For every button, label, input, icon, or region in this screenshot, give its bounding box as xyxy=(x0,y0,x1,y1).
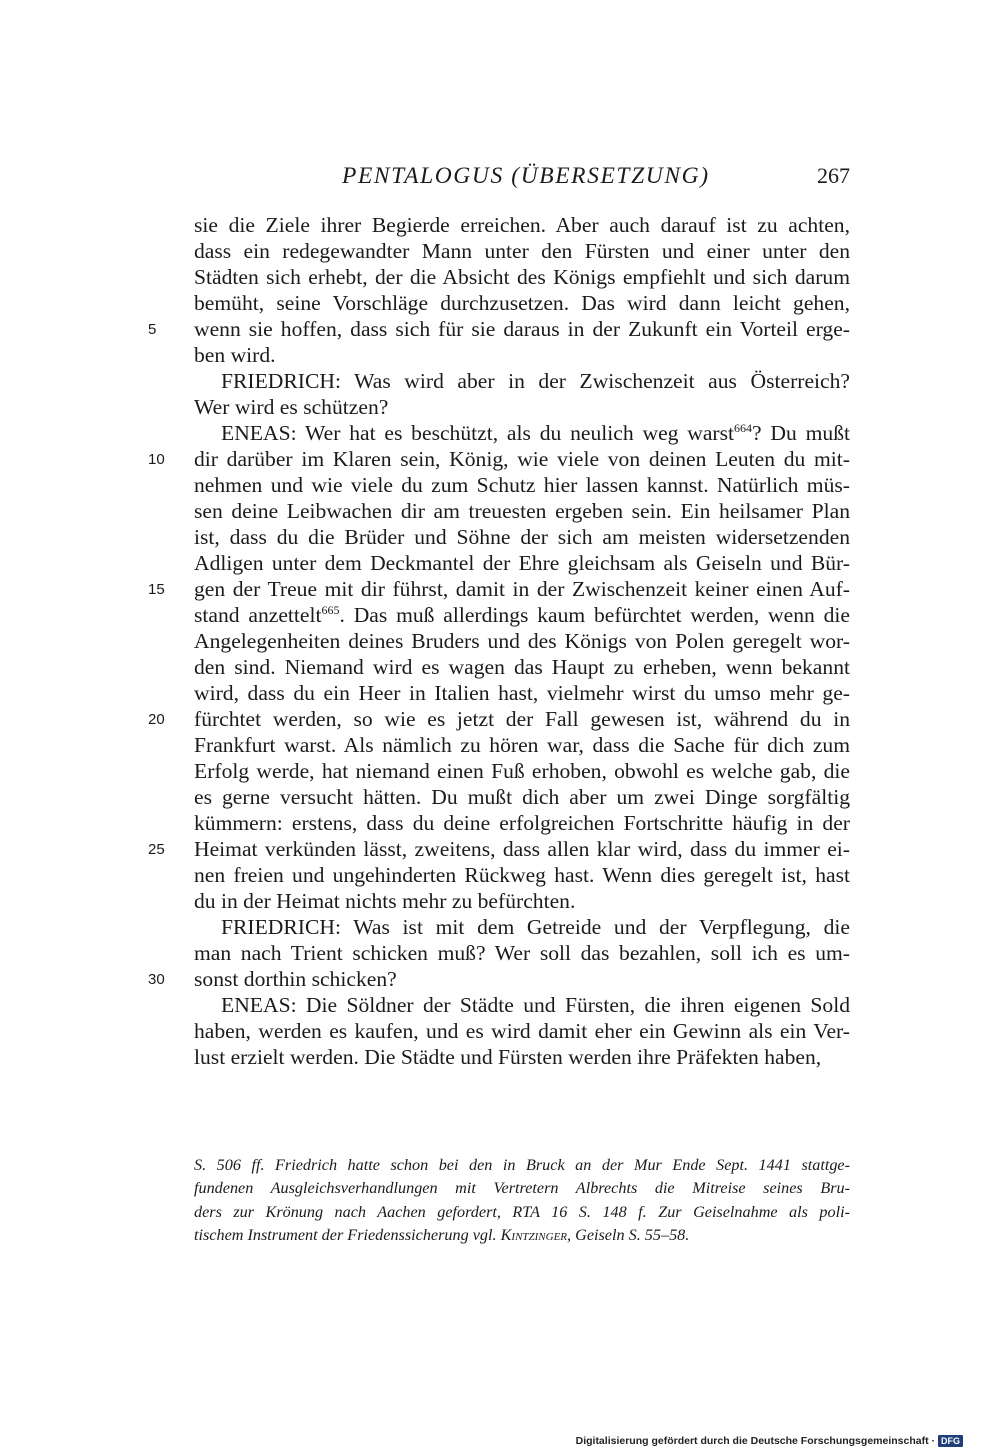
running-title: PENTALOGUS (ÜBERSETZUNG) xyxy=(342,163,710,189)
text-line xyxy=(148,316,850,342)
funding-note xyxy=(576,1435,963,1447)
footnote-text: , Geiseln S. 55–58. xyxy=(567,1226,690,1245)
line-text: wird, dass du ein Heer in Italien hast, vielmehr wirst du umso mehr ge- xyxy=(194,681,850,705)
line-number: 15 xyxy=(148,581,165,598)
line-text: bemüht, seine Vorschläge durchzusetzen. Das wird dann leicht gehen, xyxy=(194,291,850,315)
text-line xyxy=(194,992,850,1018)
line-text: Städten sich erhebt, der die Absicht des Königs empfiehlt und sich darum xyxy=(194,265,850,289)
text-line xyxy=(194,550,850,576)
text-line xyxy=(148,836,850,862)
text-line xyxy=(194,680,850,706)
text-line xyxy=(194,498,850,524)
footnote-author: Kintzinger xyxy=(500,1226,568,1245)
line-text: Angelegenheiten deines Bruders und des Königs von Polen geregelt wor- xyxy=(194,629,850,653)
line-text: den sind. Niemand wird es wagen das Haupt zu erheben, wenn bekannt xyxy=(194,655,850,679)
line-text: man nach Trient schicken muß? Wer soll das bezahlen, soll ich es um- xyxy=(194,941,850,965)
dfg-logo: DFG xyxy=(938,1435,963,1447)
text-line xyxy=(194,212,850,238)
line-text: es gerne versucht hätten. Du mußt dich aber um zwei Dinge sorgfältig xyxy=(194,785,850,809)
footnote-line: fundenen Ausgleichsverhandlungen mit Vertretern Albrechts die Mitreise seines Bru- xyxy=(194,1179,850,1198)
line-number: 5 xyxy=(148,321,157,338)
text-line xyxy=(194,394,850,420)
footnote-text: tischem Instrument der Friedenssicherung vgl. xyxy=(194,1226,501,1245)
line-text: FRIEDRICH: Was ist mit dem Getreide und der Verpflegung, die xyxy=(221,915,850,939)
line-text: Frankfurt warst. Als nämlich zu hören war, dass die Sache für dich zum xyxy=(194,733,850,757)
footnote-line xyxy=(194,1224,850,1247)
text-line xyxy=(194,602,850,628)
line-text: dir darüber im Klaren sein, König, wie viele von deinen Leuten du mit- xyxy=(194,447,850,471)
line-text: nen freien und ungehinderten Rückweg hast. Wenn dies geregelt ist, hast xyxy=(194,863,850,887)
line-text: Erfolg werde, hat niemand einen Fuß erhoben, obwohl es welche gab, die xyxy=(194,759,850,783)
line-text: ben wird. xyxy=(194,343,276,367)
line-text: ist, dass du die Brüder und Söhne der sich am meisten widersetzenden xyxy=(194,525,850,549)
text-line xyxy=(194,914,850,940)
line-text: haben, werden es kaufen, und es wird damit eher ein Gewinn als ein Ver- xyxy=(194,1019,850,1043)
text-line xyxy=(194,758,850,784)
text-line xyxy=(194,290,850,316)
line-number: 30 xyxy=(148,971,165,988)
line-text: Heimat verkünden lässt, zweitens, dass allen klar wird, dass du immer ei- xyxy=(194,837,850,861)
line-text: nehmen und wie viele du zum Schutz hier lassen kannst. Natürlich müs- xyxy=(194,473,850,497)
line-text: lust erzielt werden. Die Städte und Fürsten werden ihre Präfekten haben, xyxy=(194,1045,822,1069)
line-number: 10 xyxy=(148,451,165,468)
line-text: FRIEDRICH: Was wird aber in der Zwischenzeit aus Österreich? xyxy=(221,369,850,393)
line-text: ? Du mußt xyxy=(752,421,850,445)
line-text: sie die Ziele ihrer Begierde erreichen. Aber auch darauf ist zu achten, xyxy=(194,213,850,237)
footnote-line: ders zur Krönung nach Aachen gefordert, RTA 16 S. 148 f. Zur Geiselnahme als poli- xyxy=(194,1202,850,1221)
text-line xyxy=(148,446,850,472)
running-header xyxy=(194,163,850,195)
text-line xyxy=(148,576,850,602)
line-number: 20 xyxy=(148,711,165,728)
line-text: dass ein redegewandter Mann unter den Fürsten und einer unter den xyxy=(194,239,850,263)
line-number: 25 xyxy=(148,841,165,858)
text-line xyxy=(194,342,850,368)
line-text: Adligen unter dem Deckmantel der Ehre gleichsam als Geiseln und Bür- xyxy=(194,551,850,575)
page-number: 267 xyxy=(817,163,850,188)
footnote-marker: 664 xyxy=(734,421,753,435)
line-text: . Das muß allerdings kaum befürchtet werden, wenn die xyxy=(339,603,850,627)
text-line xyxy=(194,628,850,654)
line-text: stand anzettelt xyxy=(194,603,322,627)
line-text: sonst dorthin schicken? xyxy=(194,967,397,991)
text-line xyxy=(194,862,850,888)
line-text: wenn sie hoffen, dass sich für sie daraus in der Zukunft ein Vorteil erge- xyxy=(194,317,850,341)
line-text: du in der Heimat nichts mehr zu befürchten. xyxy=(194,889,576,913)
footnote-marker: 665 xyxy=(321,603,340,617)
line-text: sen deine Leibwachen dir am treuesten ergeben sein. Ein heilsamer Plan xyxy=(194,499,850,523)
text-line xyxy=(194,1044,850,1070)
line-text: Wer wird es schützen? xyxy=(194,395,389,419)
line-text: gen der Treue mit dir führst, damit in der Zwischenzeit keiner einen Auf- xyxy=(194,577,850,601)
line-text: fürchtet werden, so wie es jetzt der Fall gewesen ist, während du in xyxy=(194,707,850,731)
line-text: ENEAS: Wer hat es beschützt, als du neulich weg warst xyxy=(221,421,735,445)
line-text: kümmern: erstens, dass du deine erfolgreichen Fortschritte häufig in der xyxy=(194,811,850,835)
funding-text: Digitalisierung gefördert durch die Deutsche Forschungsgemeinschaft · xyxy=(575,1435,935,1447)
footnote-line: S. 506 ff. Friedrich hatte schon bei den in Bruck an der Mur Ende Sept. 1441 stattge- xyxy=(194,1156,850,1174)
text-line xyxy=(194,732,850,758)
text-line xyxy=(148,966,850,992)
text-line xyxy=(194,472,850,498)
text-line xyxy=(194,524,850,550)
text-line xyxy=(194,940,850,966)
text-line xyxy=(194,420,850,446)
text-line xyxy=(194,264,850,290)
text-line xyxy=(194,810,850,836)
text-line xyxy=(194,1018,850,1044)
body-text xyxy=(148,212,850,1070)
text-line xyxy=(194,888,850,914)
text-line xyxy=(194,238,850,264)
text-line xyxy=(194,784,850,810)
text-line xyxy=(194,654,850,680)
footnote xyxy=(194,1154,850,1248)
line-text: ENEAS: Die Söldner der Städte und Fürsten, die ihren eigenen Sold xyxy=(221,993,850,1017)
text-line xyxy=(194,368,850,394)
text-line xyxy=(148,706,850,732)
